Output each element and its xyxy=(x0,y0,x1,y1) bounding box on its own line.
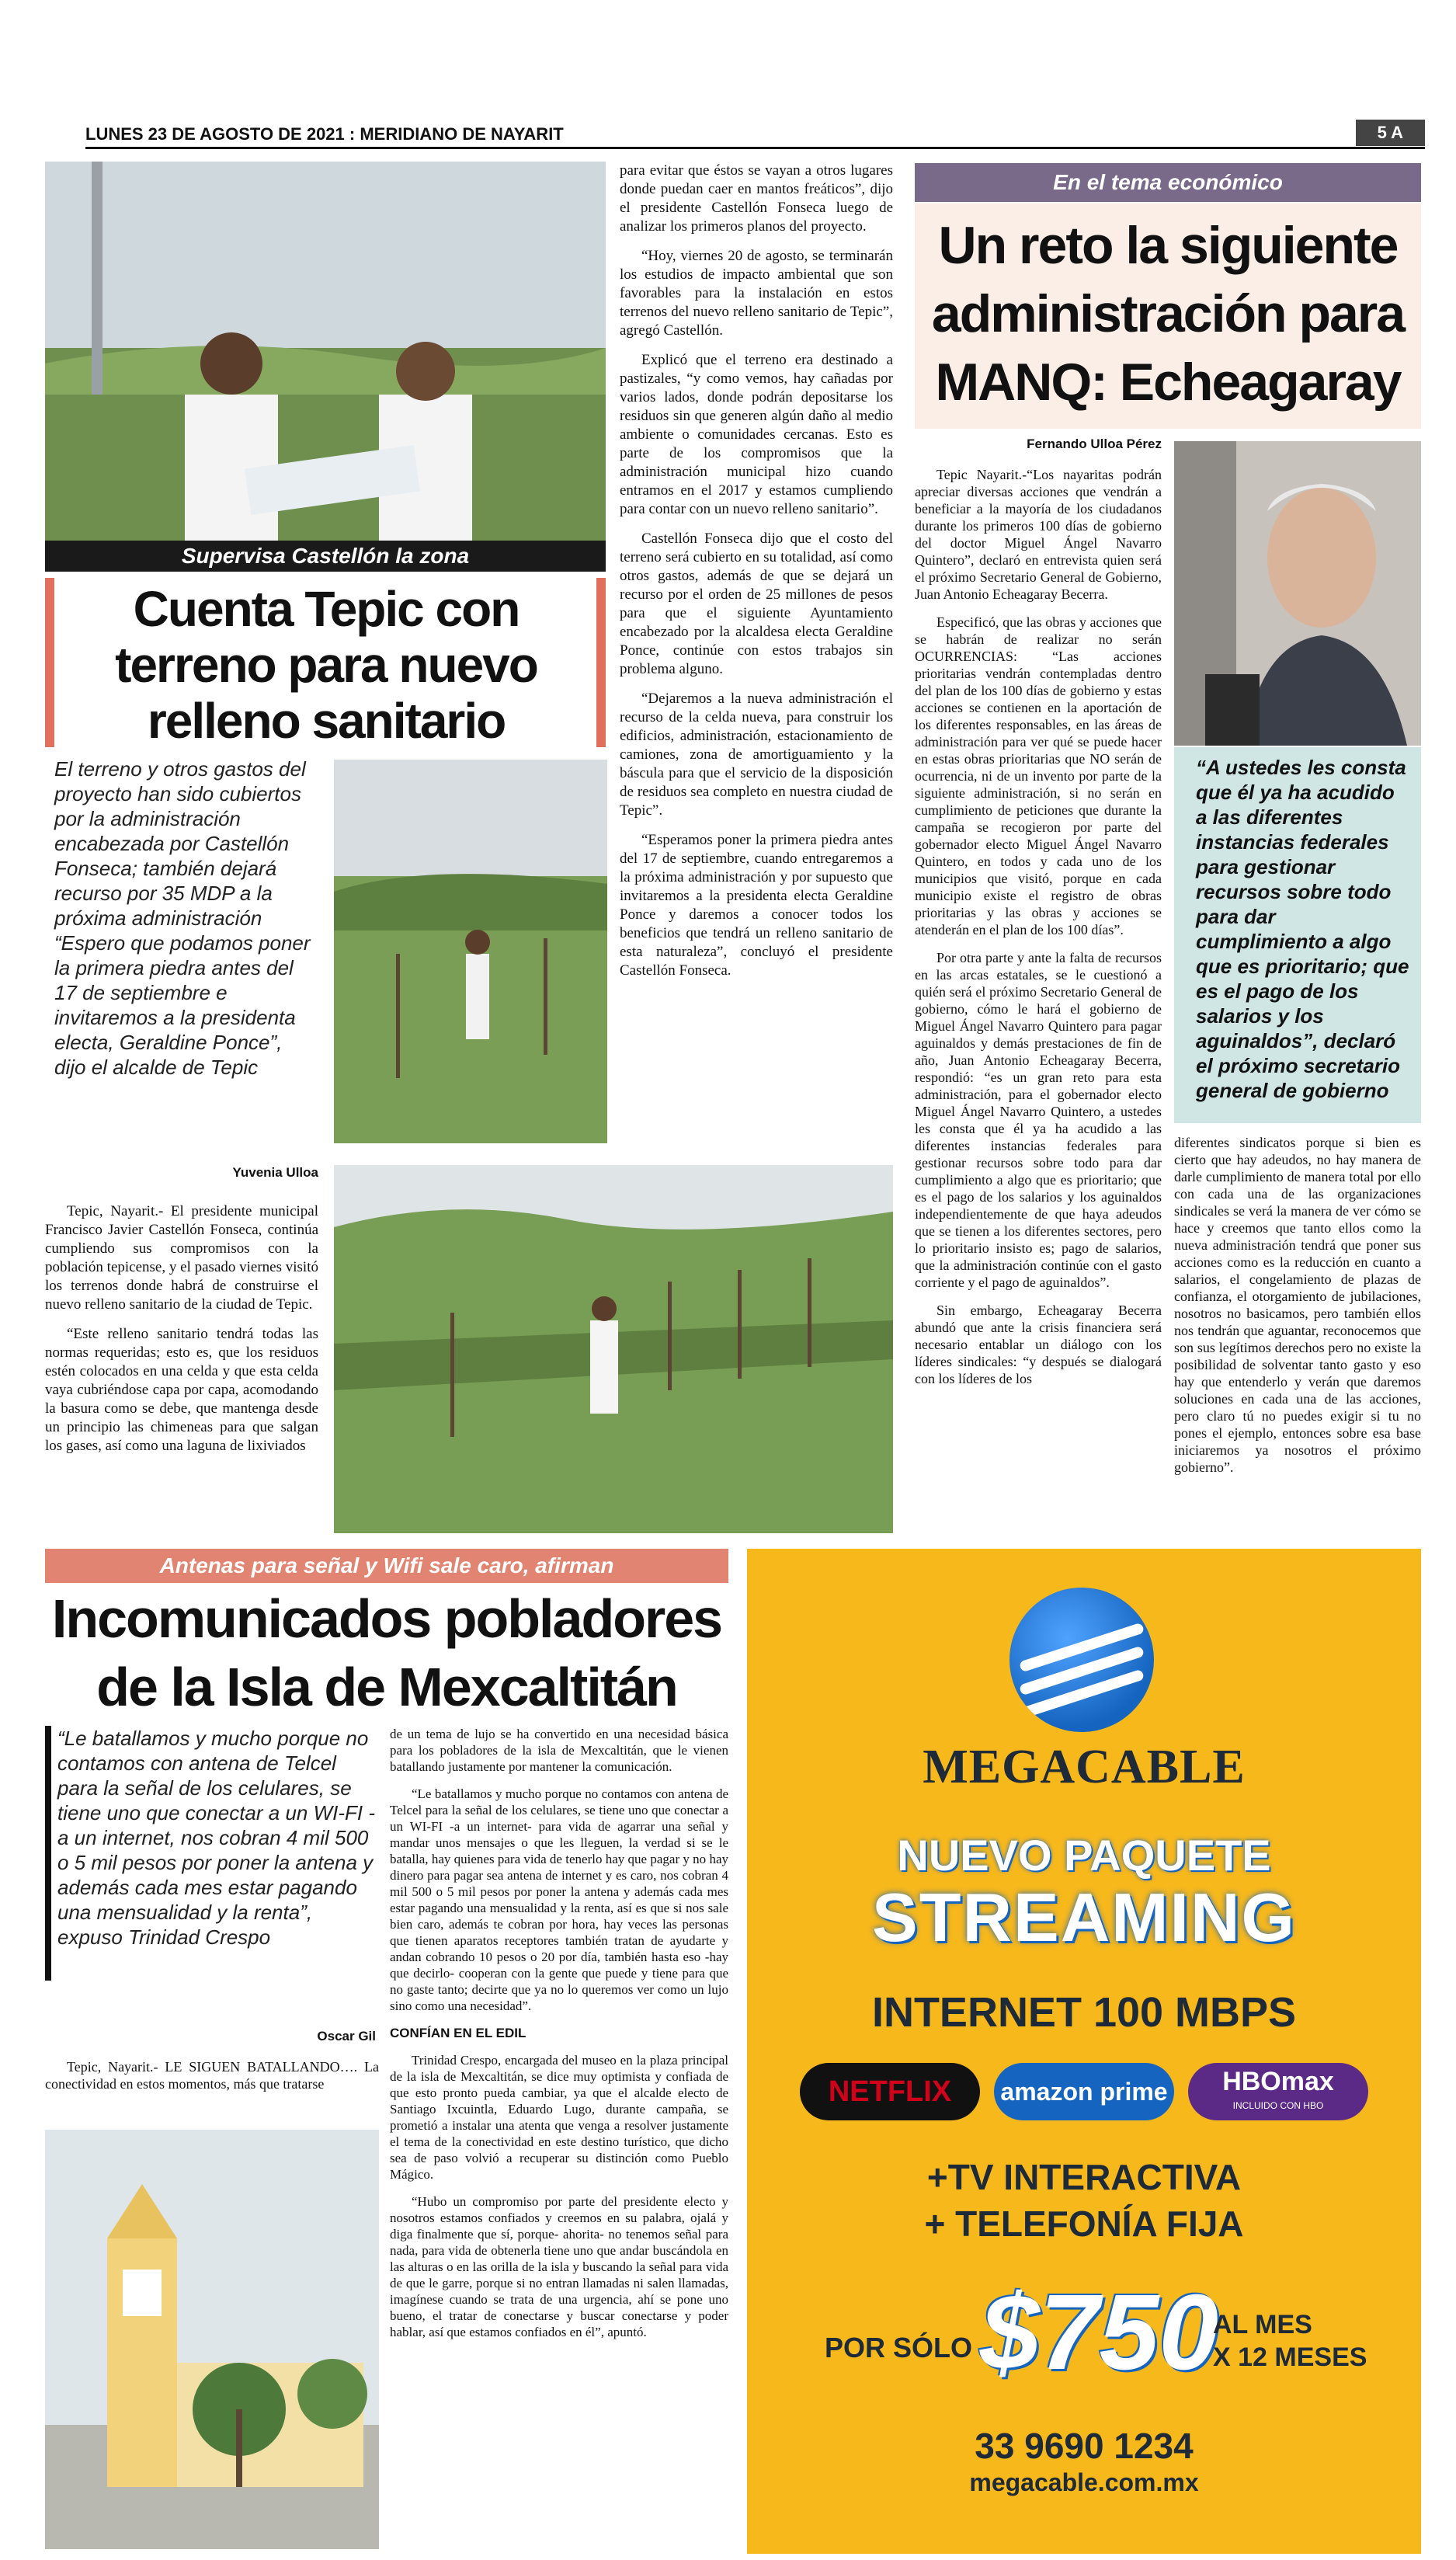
article2-col1-p4: Sin embargo, Echeagaray Becerra abundó que ante la crisis financiera será necesario entablar un diálogo con los líderes sindicales: “y después se dialogará con los líderes de los xyxy=(915,1303,1162,1386)
article2-kicker: En el tema económico xyxy=(1053,170,1283,194)
article1-column2 xyxy=(620,162,893,1148)
article1-headline: Cuenta Tepic con terreno para nuevo relleno sanitario xyxy=(115,581,537,749)
photo-mexcaltitan-church xyxy=(45,2130,379,2549)
ad-amazon-label: amazon prime xyxy=(1000,2078,1168,2106)
article3-byline: Oscar Gil xyxy=(317,2029,376,2043)
article2-col2-p1: diferentes sindicatos porque si bien es cierto que hay adeudos, no hay manera de darle cumplimiento de manera total por ello con cada una de las organizaciones sindicales se verá la manera de ver cómo se hace y creemos que tanto ellos como la nueva administración tendrá que poner sus acciones como es la reducción en cuanto a salarios, el congelamiento de plazas de confianza, el otorgamiento de jubilaciones, nosotros no basicamos, pero también ellos nos tendrán que aguantar, reconocemos que son sus legítimos derechos pero no existe la posibilidad de solventar tanto gasto y eso hay que entenderlo y verán que daremos soluciones en cada una de las acciones, pero claro tú no puedes exigir si tu no pones el ejemplo, entonces sobre esa base iniciaremos ya nosotros el próximo gobierno”. xyxy=(1174,1135,1421,1475)
article3-pullquote-bar xyxy=(45,1726,51,1981)
article3-col2-p2: “Le batallamos y mucho porque no contamos con antena de Telcel para la señal de los celulares, se tiene uno que conectar a un WI-FI -a un internet- para vida de agarrar una señal y mandar unos mensajes o que les lleguen, la verdad si se le batalla, hay quienes para vida de tenerlo hay que pagar y no hay dinero para pagar sea antena de internet y es caro, nos cobran 4 mil 500 o 5 mil pesos por poner la antena y además cada mes estar pagando una mensualidad y la renta, así es que si nos sale bien caro, además te cobran por hora, hay veces las personas que tienen aparatos receptores también tratan de ayudarte y andan cobrando 10 pesos o 20 por día, también hasta eso -hay que decirlo- cooperan con la gente que puede y tiene para que no gaste tanto; decirte que ya no lo queremos ver como un lujo sino como una necesidad”. xyxy=(390,1786,728,2013)
photo-man-by-fence xyxy=(334,1165,893,1533)
page-header xyxy=(85,117,1425,149)
ad-hbomax-label: HBOmax xyxy=(1222,2067,1334,2096)
article3-col2-p1: de un tema de lujo se ha convertido en una necesidad básica para los pobladores de la isla de Mexcaltitán, que le vienen batallando justamente por mantener la comunicación. xyxy=(390,1727,728,1774)
ad-extra1: +TV INTERACTIVA xyxy=(926,2157,1242,2197)
headline-right-accent xyxy=(596,578,606,747)
article3-pullquote: “Le batallamos y mucho porque no contamos con antena de Telcel para la señal de los celulares, se tiene uno que conectar a un WI-FI -a un internet, nos cobran 4 mil 500 o 5 mil pesos por poner la antena y además cada mes estar pagando una mensualidad y la renta”, expuso Trinidad Crespo xyxy=(57,1727,375,1949)
article1-byline: Yuvenia Ulloa xyxy=(232,1165,318,1180)
header-date-section: LUNES 23 DE AGOSTO DE 2021 : MERIDIANO DE NAYARIT xyxy=(85,124,564,144)
photo-echeagaray-portrait xyxy=(1174,441,1421,746)
article3-kicker-bar xyxy=(45,1549,728,1583)
ad-netflix-label: NETFLIX xyxy=(828,2075,952,2108)
article2-col1-p2: Especificó, que las obras y acciones que se habrán de realizar no serán OCURRENCIAS: “Las acciones prioritarias vendrán contempladas dentro del plan de los 100 días de gobierno y estas acciones se contienen en la aportación de los diferentes responsables, en las áreas de administración para ver qué se puede hacer en estas obras prioritarias que NO serán de ocurrencia, ni de un invento por parte de la siguiente administración, si no serán en cumplimiento de peticiones que durante la campaña se recogieron por parte del gobernador electo Miguel Ángel Navarro Quintero, en todos y cada uno de los municipios que visitó, porque en cada municipio existe el registro de obras prioritarias y las obras y acciones se atenderán en el plan de los 100 días”. xyxy=(915,614,1162,937)
ad-phone: 33 9690 1234 xyxy=(975,2426,1194,2466)
ad-netflix-badge xyxy=(800,2063,980,2120)
article2-column1 xyxy=(915,466,1162,1532)
article2-kicker-bar xyxy=(915,163,1421,202)
photo-officials-reviewing-plans xyxy=(45,162,606,541)
article3-headline: Incomunicados pobladores de la Isla de Mexcaltitán xyxy=(51,1588,722,1717)
article1-col2-p3: Explicó que el terreno era destinado a pastizales, “y como vemos, hay cañadas por varios lados, donde podrán depositarse los residuos sin que generen algún daño al medio ambiente o comunidades cercanas. Esto es parte de los compromisos que la administración municipal hizo cuando entramos en el 2017 y estamos cumpliendo para contar con un nuevo relleno sanitario”. xyxy=(620,352,893,517)
article3-col2b-p1: Trinidad Crespo, encargada del museo en la plaza principal de la isla de Mexcaltitán, se dice muy optimista y confiada de que esto pronto pueda cambiar, ya que el alcalde electo de Santiago Ixcuintla, Eduardo Lugo, durante campaña, se prometió a instalar una atenta que venga a resolver justamente el tema de la conectividad en este destino turístico, que dicho sea de paso volvió a recuperar su distinción como Pueblo Mágico. xyxy=(390,2053,728,2182)
photo-man-in-field xyxy=(334,760,607,1143)
ad-price-prefix: POR SÓLO xyxy=(825,2332,973,2363)
article3-col2b-p2: “Hubo un compromiso por parte del presidente electo y nosotros estamos confiados y creemos en su palabra, ojalá y diga finalmente que sí, porque- ahorita- no tenemos señal para nada, para vida de obtenerla tiene uno que andar buscándola en las alturas o en las orilla de la isla y buscando la señal para vida de que le garre, porque si no entran llamadas ni salen llamadas, imagínese cuando se trata de una urgencia, ahí se pone uno bueno, el tratar de conectarse y buscar conectarse y poder hablar, así que estamos confiados en él”, apuntó. xyxy=(390,2194,728,2339)
ad-amazon-badge xyxy=(994,2063,1174,2120)
article2-col1-p3: Por otra parte y ante la falta de recursos en las arcas estatales, se le cuestionó a quién será el próximo Secretario General de gobierno, cómo le hará el gobierno de Miguel Ángel Navarro Quintero para pagar aguinaldos y demás prestaciones de fin de año, Juan Antonio Echeagaray Becerra, respondió: “es un gran reto para esta administración, para el gobernador electo Miguel Ángel Navarro Quintero, a ustedes les consta que él ya ha acudido a las diferentes instancias federales para gestionar recursos sobre todo para dar cumplimiento a algo que es prioritario; que es el pago de los salarios y los aguinaldos independientemente de que haya adeudos que se tienen a los diferentes sectores, pero lo prioritario insisto es; pago de salarios, que la administración continúe con el gasto corriente y el pago de aguinaldos”. xyxy=(915,950,1162,1290)
article2-headline: Un reto la siguiente administración para MANQ: Echeagaray xyxy=(931,216,1405,412)
article2-pullquote: “A ustedes les consta que él ya ha acudido a las diferentes instancias federales para gestionar recursos sobre todo para dar cumplimiento a algo que es prioritario; que es el pago de los salarios y los aguinaldos”, declaró el próximo secretario general de gobierno xyxy=(1196,756,1409,1102)
page-number: 5 A xyxy=(1356,120,1425,146)
article1-col2-p2: “Hoy, viernes 20 de agosto, se terminarán los estudios de impacto ambiental que son favorables para la instalación en estos terrenos del nuevo relleno sanitario de Tepic”, agregó Castellón. xyxy=(620,248,893,339)
article2-col1-p1: Tepic Nayarit.-“Los nayaritas podrán apreciar diversas acciones que vendrán a beneficiar a la mayoría de los ciudadanos durante los primeros 100 días de gobierno del doctor Miguel Ángel Navarro Quintero”, declaró en entrevista quien será el próximo Secretario General de Gobierno, Juan Antonio Echeagaray Becerra. xyxy=(915,467,1162,602)
ad-price-suffix2: X 12 MESES xyxy=(1213,2343,1367,2372)
article1-col2-p6: “Esperamos poner la primera piedra antes del 17 de septiembre, cuando entregaremos a la próxima administración y por supuesto que invitaremos a la presidenta electa Geraldine Ponce y daremos a conocer todos los beneficios que tendrá un relleno sanitario de esta naturaleza”, concluyó el presidente Castellón Fonseca. xyxy=(620,832,893,979)
ad-website: megacable.com.mx xyxy=(969,2468,1199,2496)
ad-hbomax-badge xyxy=(1188,2063,1368,2120)
megacable-ad xyxy=(747,1549,1421,2554)
ad-internet: INTERNET 100 MBPS xyxy=(871,1989,1297,2036)
article3-intro-p1: Tepic, Nayarit.- LE SIGUEN BATALLANDO…. La conectividad en estos momentos, más que tratarse xyxy=(45,2059,379,2092)
article3-kicker: Antenas para señal y Wifi sale caro, afirman xyxy=(159,1553,614,1577)
article1-col1-p2: “Este relleno sanitario tendrá todas las normas requeridas; esto es, que los residuos estén colocados en una celda y que esta celda vaya cubriéndose capa por capa, acomodando la basura como se debe, que mantenga desde un principio las chimeneas para que salgan los gases, así como una laguna de lixiviados xyxy=(45,1326,318,1454)
article2-column2 xyxy=(1174,1134,1421,1532)
article3-subhead: CONFÍAN EN EL EDIL xyxy=(390,2026,526,2040)
ad-line2: STREAMING xyxy=(872,1879,1296,1956)
article3-column2 xyxy=(390,1726,728,2554)
ad-extra2: + TELEFONÍA FIJA xyxy=(924,2203,1244,2244)
article2-byline: Fernando Ulloa Pérez xyxy=(1027,437,1162,451)
article1-col1-p1: Tepic, Nayarit.- El presidente municipal Francisco Javier Castellón Fonseca, continúa cumpliendo sus compromisos con la población tepicense, y el pasado viernes visitó los terrenos donde habrá de construirse el nuevo relleno sanitario de la ciudad de Tepic. xyxy=(45,1203,318,1313)
photo-caption-bar xyxy=(45,541,606,572)
article1-summary: El terreno y otros gastos del proyecto han sido cubiertos por la administración encabezada por Castellón Fonseca; también dejará recurso por 35 MDP a la próxima administración “Espero que podamos poner la primera piedra antes del 17 de septiembre e invitaremos a la presidenta electa, Geraldine Ponce”, dijo el alcalde de Tepic xyxy=(54,757,311,1079)
headline-left-accent xyxy=(45,578,54,747)
ad-hbomax-sub: INCLUIDO CON HBO xyxy=(1232,2100,1324,2111)
article3-intro xyxy=(45,2058,379,2128)
photo-caption: Supervisa Castellón la zona xyxy=(181,544,470,568)
article1-column1 xyxy=(45,1202,318,1583)
article1-col2-p4: Castellón Fonseca dijo que el costo del terreno será cubierto en su totalidad, así como otros gastos, además de que se dejará un recurso por el orden de 25 millones de pesos para que el siguiente Ayuntamiento encabezado por la alcaldesa electa Geraldine Ponce, continúe con estos trabajos sin problema alguno. xyxy=(620,530,893,677)
ad-price-suffix1: AL MES xyxy=(1213,2310,1312,2339)
ad-price: $750 xyxy=(980,2273,1218,2392)
article1-col2-p1: para evitar que éstos se vayan a otros lugares donde puedan caer en mantos freáticos”, dijo el presidente Castellón Fonseca luego de analizar los primeros planos del proyecto. xyxy=(620,162,893,235)
ad-globe-logo xyxy=(1009,1588,1154,1732)
article1-col2-p5: “Dejaremos a la nueva administración el recurso de la celda nueva, para construir los edificios, administración, estacionamiento de camiones, zona de amortiguamiento y la báscula para que el servicio de la disposición de residuos sea completo en nuestra ciudad de Tepic”. xyxy=(620,690,893,819)
ad-brand: MEGACABLE xyxy=(923,1741,1246,1793)
ad-line1: NUEVO PAQUETE xyxy=(897,1831,1271,1880)
